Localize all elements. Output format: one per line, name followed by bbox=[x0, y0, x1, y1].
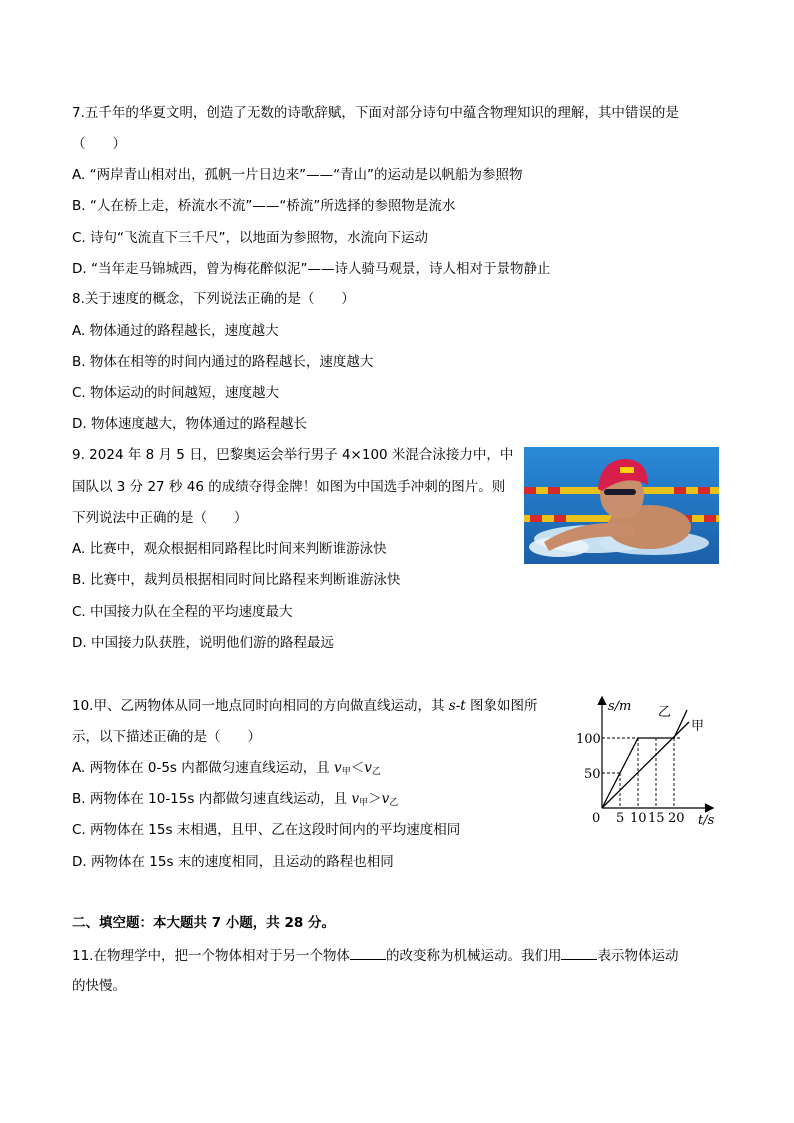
x-tick-10: 10 bbox=[630, 811, 647, 826]
label-jia: 甲 bbox=[691, 719, 705, 734]
x-tick-0: 0 bbox=[592, 811, 601, 826]
line-jia bbox=[602, 722, 689, 808]
q8-option-c: C. 物体运动的时间越短，速度越大 bbox=[72, 385, 280, 401]
swimmer-photo bbox=[524, 447, 719, 564]
q9-option-d: D. 中国接力队获胜，说明他们游的路程最远 bbox=[72, 635, 334, 651]
q7-stem: 7.五千年的华夏文明，创造了无数的诗歌辞赋，下面对部分诗句中蕴含物理知识的理解，其中错误的是 bbox=[72, 105, 679, 121]
label-yi: 乙 bbox=[658, 705, 672, 720]
q8-option-d: D. 物体速度越大，物体通过的路程越长 bbox=[72, 416, 307, 432]
x-axis-label: t/s bbox=[698, 813, 715, 828]
y-tick-100: 100 bbox=[576, 732, 601, 747]
q11-blank-1[interactable] bbox=[350, 946, 386, 960]
x-tick-5: 5 bbox=[616, 811, 625, 826]
q7-answer-paren: （ ） bbox=[72, 136, 126, 152]
q9-stem-line-1: 9. 2024 年 8 月 5 日，巴黎奥运会举行男子 4×100 米混合泳接力中，中 bbox=[72, 447, 514, 463]
q8-option-b: B. 物体在相等的时间内通过的路程越长，速度越大 bbox=[72, 354, 374, 370]
q10-option-c: C. 两物体在 15s 末相遇，且甲、乙在这段时间内的平均速度相同 bbox=[72, 822, 461, 838]
st-notation: s-t bbox=[448, 698, 466, 714]
st-graph bbox=[576, 692, 728, 832]
x-tick-20: 20 bbox=[668, 811, 685, 826]
q10-option-a: A. 两物体在 0-5s 内都做匀速直线运动，且 $v_甲<v_乙$ bbox=[72, 760, 381, 777]
q9-stem-line-3: 下列说法中正确的是（ ） bbox=[72, 510, 248, 526]
q11-line-2: 的快慢。 bbox=[72, 978, 126, 994]
q7-option-d: D. “当年走马锦城西，曾为梅花醉似泥”——诗人骑马观景，诗人相对于景物静止 bbox=[72, 261, 551, 277]
q10-stem-line-1: 10.甲、乙两物体从同一地点同时向相同的方向做直线运动，其 s-t 图象如图所 bbox=[72, 698, 538, 714]
y-axis-label: s/m bbox=[608, 699, 632, 714]
section-2-title: 二、填空题：本大题共 7 小题，共 28 分。 bbox=[72, 915, 335, 931]
q10-stem-line-2: 示，以下描述正确的是（ ） bbox=[72, 729, 261, 745]
x-tick-15: 15 bbox=[648, 811, 665, 826]
q10-option-d: D. 两物体在 15s 末的速度相同，且运动的路程也相同 bbox=[72, 854, 394, 870]
q11-blank-2[interactable] bbox=[561, 946, 597, 960]
swimmer-illustration bbox=[524, 447, 719, 564]
q11-line-1: 11.在物理学中，把一个物体相对于另一个物体 的改变称为机械运动。我们用 表示物体运动 bbox=[72, 948, 679, 964]
q10-option-b: B. 两物体在 10-15s 内都做匀速直线运动，且 $v_甲>v_乙$ bbox=[72, 791, 399, 808]
q7-option-c: C. 诗句“飞流直下三千尺”，以地面为参照物，水流向下运动 bbox=[72, 230, 428, 246]
q9-stem-line-2: 国队以 3 分 27 秒 46 的成绩夺得金牌！如图为中国选手冲刺的图片。则 bbox=[72, 479, 506, 495]
q9-option-a: A. 比赛中，观众根据相同路程比时间来判断谁游泳快 bbox=[72, 541, 387, 557]
q7-option-a: A. “两岸青山相对出，孤帆一片日边来”——“青山”的运动是以帆船为参照物 bbox=[72, 167, 523, 183]
q7-option-b: B. “人在桥上走，桥流水不流”——“桥流”所选择的参照物是流水 bbox=[72, 198, 456, 214]
y-tick-50: 50 bbox=[584, 767, 601, 782]
q8-option-a: A. 物体通过的路程越长，速度越大 bbox=[72, 323, 279, 339]
q8-stem: 8.关于速度的概念，下列说法正确的是（ ） bbox=[72, 291, 355, 307]
q9-option-c: C. 中国接力队在全程的平均速度最大 bbox=[72, 604, 293, 620]
q9-option-b: B. 比赛中，裁判员根据相同时间比路程来判断谁游泳快 bbox=[72, 572, 401, 588]
